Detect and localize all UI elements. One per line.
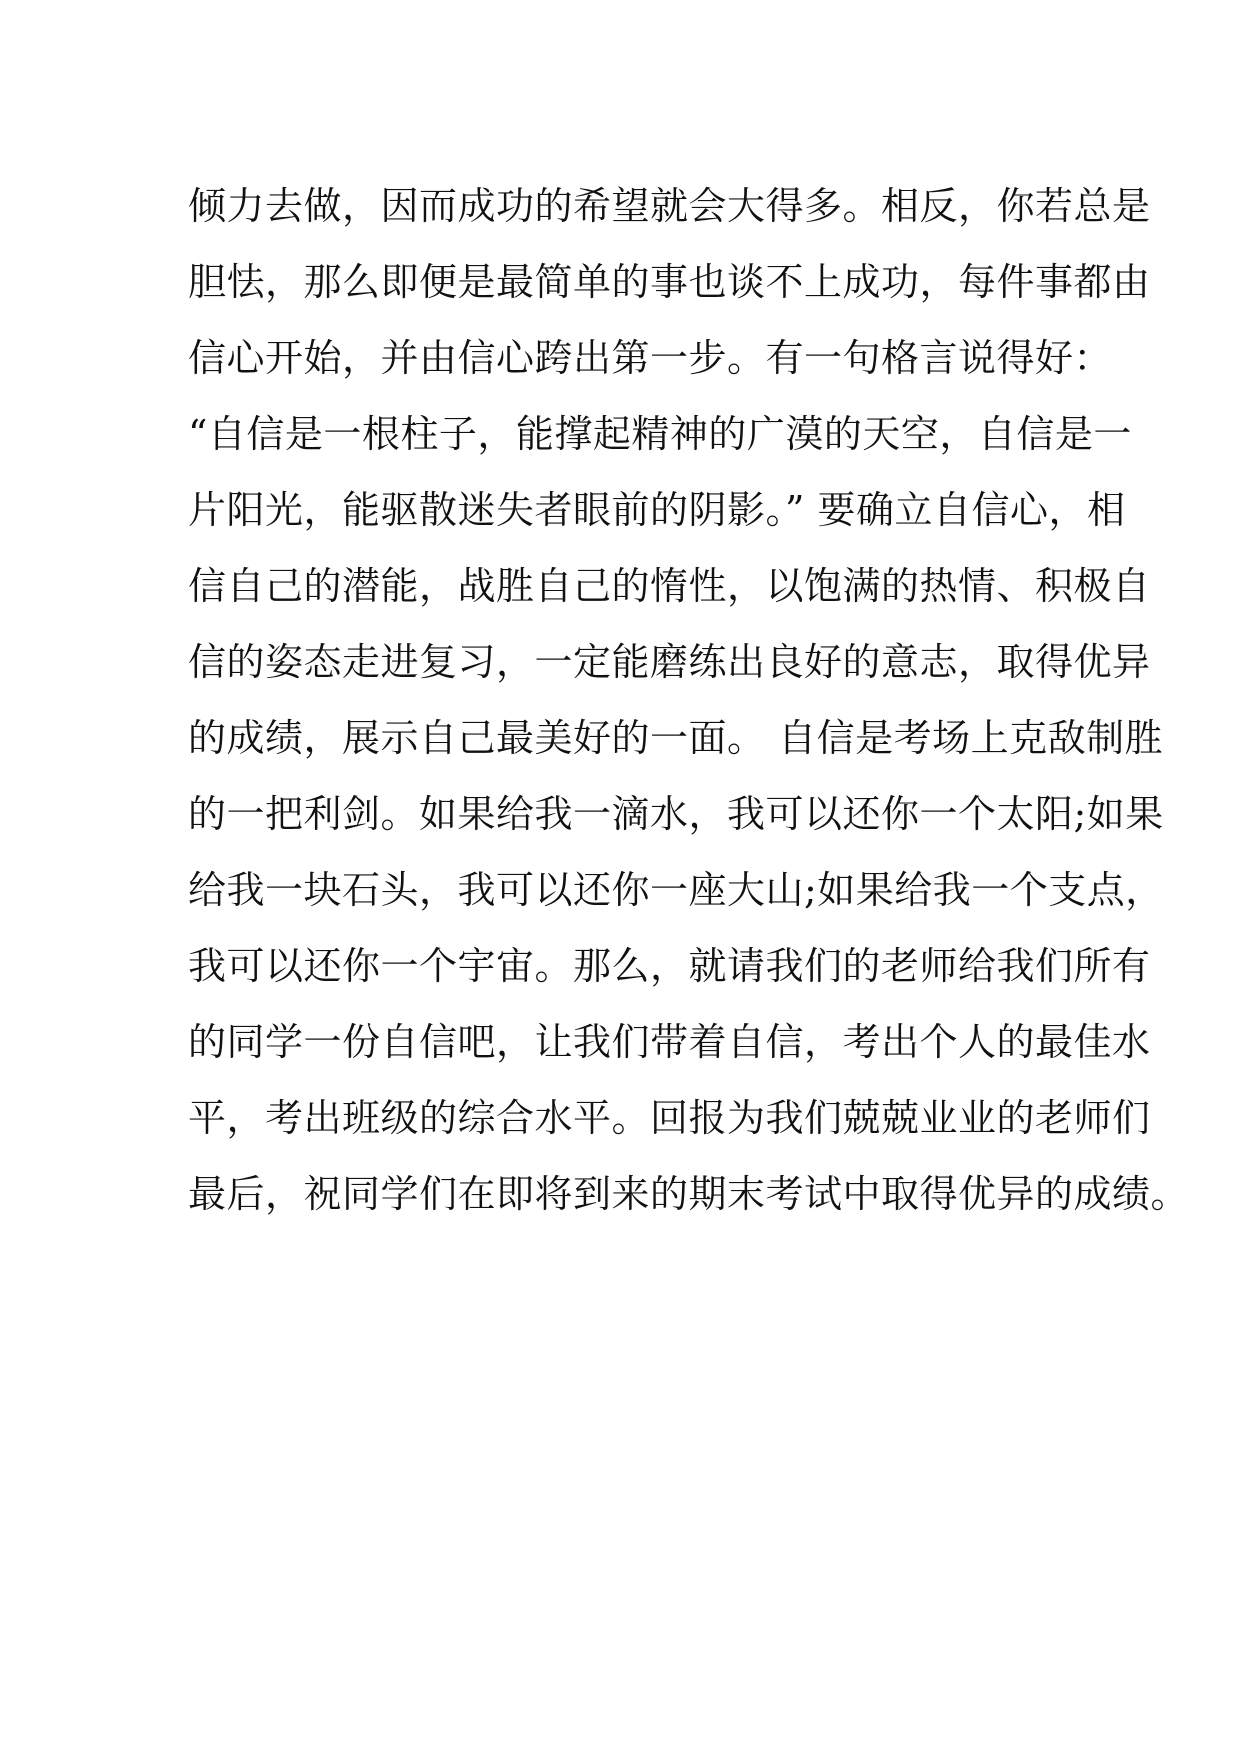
- text-line: 信的姿态走进复习，一定能磨练出良好的意志，取得优异: [188, 640, 1151, 684]
- text-line: 平，考出班级的综合水平。回报为我们兢兢业业的老师们: [188, 1096, 1151, 1140]
- text-line: 的同学一份自信吧，让我们带着自信，考出个人的最佳水: [188, 1020, 1151, 1064]
- text-line: 片阳光，能驱散迷失者眼前的阴影。” 要确立自信心，相: [188, 488, 1126, 532]
- text-line: 倾力去做，因而成功的希望就会大得多。相反，你若总是: [188, 184, 1151, 228]
- text-line: 我可以还你一个宇宙。那么，就请我们的老师给我们所有: [188, 944, 1151, 988]
- body-text: [188, 168, 1190, 1232]
- text-line: 给我一块石头，我可以还你一座大山;如果给我一个支点，: [188, 868, 1164, 912]
- text-line: 胆怯，那么即便是最简单的事也谈不上成功，每件事都由: [188, 260, 1151, 304]
- text-line: 的成绩，展示自己最美好的一面。 自信是考场上克敌制胜: [188, 716, 1164, 760]
- text-line: 信心开始，并由信心跨出第一步。有一句格言说得好：: [188, 336, 1113, 380]
- text-line: 最后，祝同学们在即将到来的期末考试中取得优异的成绩。: [188, 1172, 1190, 1216]
- text-line: “自信是一根柱子，能撑起精神的广漠的天空，自信是一: [188, 412, 1132, 456]
- text-line: 的一把利剑。如果给我一滴水，我可以还你一个太阳;如果: [188, 792, 1164, 836]
- text-line: 信自己的潜能，战胜自己的惰性，以饱满的热情、积极自: [188, 564, 1151, 608]
